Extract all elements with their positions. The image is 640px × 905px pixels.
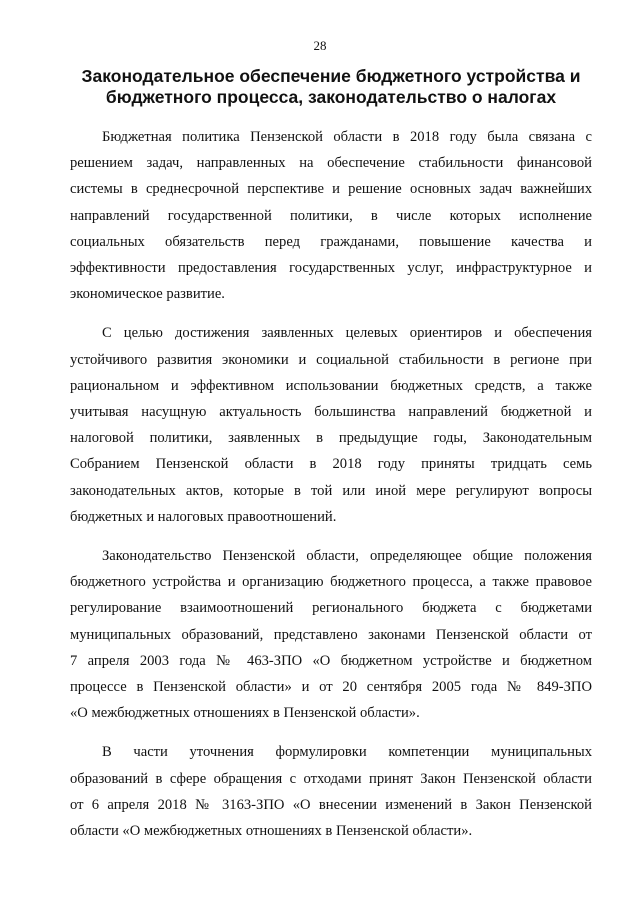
paragraph-line: от 6 апреля 2018 № 3163-ЗПО «О внесении изменений в Закон Пензенской <box>70 796 592 813</box>
paragraph-line: бюджетного устройства и организацию бюджетного процесса, а также правовое <box>70 574 592 591</box>
page-number: 28 <box>313 38 327 53</box>
paragraph-line: бюджетных и налоговых правоотношений. <box>70 508 337 525</box>
paragraph <box>70 739 592 844</box>
paragraph-line: «О межбюджетных отношениях в Пензенской области». <box>70 705 420 722</box>
paragraph-line: устойчивого развития экономики и социальной стабильности в регионе при <box>70 351 592 368</box>
paragraph-line: регулирование взаимоотношений регионального бюджета с бюджетами <box>70 600 592 617</box>
paragraph-line: налоговой политики, заявленных в предыдущие годы, Законодательным <box>70 430 592 447</box>
paragraph <box>70 543 592 726</box>
section-title <box>70 66 592 108</box>
paragraph-line: рациональном и эффективном использовании бюджетных средств, а также <box>70 377 592 394</box>
document-body <box>70 124 592 857</box>
paragraph-line: Бюджетная политика Пензенской области в 2018 году была связана с <box>102 129 592 145</box>
paragraph-line: учитывая насущную актуальность большинства направлений бюджетной и <box>70 404 592 421</box>
paragraph-line: С целью достижения заявленных целевых ориентиров и обеспечения <box>102 325 592 342</box>
section-title-line: Законодательное обеспечение бюджетного устройства и <box>81 66 581 86</box>
paragraph <box>70 320 592 530</box>
paragraph-line: экономическое развитие. <box>70 286 225 303</box>
paragraph-line: В части уточнения формулировки компетенции муниципальных <box>102 744 592 761</box>
paragraph-line: решением задач, направленных на обеспечение стабильности финансовой <box>70 155 592 172</box>
paragraph-line: эффективности предоставления государственных услуг, инфраструктурное и <box>70 260 592 277</box>
paragraph-line: области «О межбюджетных отношениях в Пензенской области». <box>70 823 473 840</box>
paragraph <box>70 124 592 307</box>
paragraph-line: муниципальных образований, представлено законами Пензенской области от <box>70 626 592 643</box>
paragraph-line: системы в среднесрочной перспективе и решение основных задач важнейших <box>70 181 592 198</box>
paragraph-line: социальных обязательств перед гражданами, повышение качества и <box>70 233 592 250</box>
paragraph-line: Собранием Пензенской области в 2018 году приняты тридцать семь <box>70 456 592 473</box>
paragraph-line: направлений государственной политики, в числе которых исполнение <box>70 207 592 224</box>
section-title-line: бюджетного процесса, законодательство о налогах <box>105 87 557 107</box>
paragraph-line: 7 апреля 2003 года № 463-ЗПО «О бюджетном устройстве и бюджетном <box>70 652 592 669</box>
paragraph-line: Законодательство Пензенской области, определяющее общие положения <box>102 548 592 565</box>
paragraph-line: процессе в Пензенской области» и от 20 сентября 2005 года № 849-ЗПО <box>70 679 592 696</box>
paragraph-line: законодательных актов, которые в той или иной мере регулируют вопросы <box>70 482 592 499</box>
paragraph-line: образований в сфере обращения с отходами принят Закон Пензенской области <box>70 770 592 787</box>
